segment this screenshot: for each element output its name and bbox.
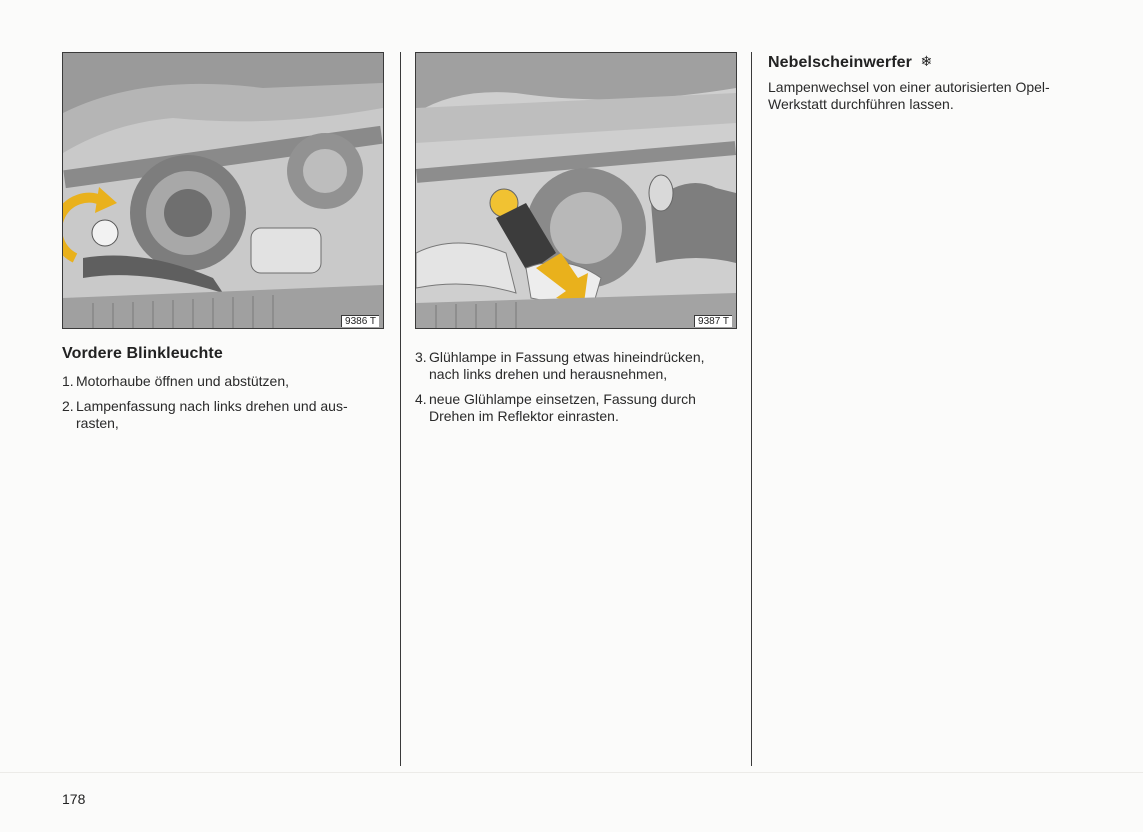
step-number: 2. xyxy=(62,398,74,414)
figure-front-indicator xyxy=(62,52,384,329)
figure-code: 9386 T xyxy=(341,315,379,327)
section-title-text: Nebelscheinwerfer xyxy=(768,54,912,71)
list-item xyxy=(62,373,384,390)
step-text: Glühlampe in Fassung etwas hineindrücken, nach links drehen und herausnehmen, xyxy=(429,349,705,382)
step-number: 4. xyxy=(415,391,427,407)
list-item xyxy=(62,398,384,432)
engine-bay-illustration-right xyxy=(416,53,736,328)
figure-bulb-removal xyxy=(415,52,737,329)
column-divider-right xyxy=(751,52,752,766)
steps-bulb-replacement xyxy=(415,349,737,433)
cold-climate-symbol-icon: ❄ xyxy=(920,53,933,69)
figure-code: 9387 T xyxy=(694,315,732,327)
list-item xyxy=(415,391,737,425)
steps-front-indicator xyxy=(62,373,384,440)
step-number: 3. xyxy=(415,349,427,365)
step-text: neue Glühlampe einsetzen, Fassung durch Drehen im Reflektor einrasten. xyxy=(429,391,696,424)
section-title-front-indicator: Vordere Blinkleuchte xyxy=(62,345,223,362)
page-number: 178 xyxy=(62,791,86,807)
column-divider-left xyxy=(400,52,401,766)
step-text: Lampenfassung nach links drehen und ausrasten, xyxy=(76,398,348,431)
section-title-fog-lights xyxy=(768,53,932,72)
list-item xyxy=(415,349,737,383)
engine-bay-illustration-left xyxy=(63,53,383,328)
footer-divider xyxy=(0,772,1143,773)
fog-lights-instruction: Lampenwechsel von einer autorisierten Opel-Werkstatt durchführen lassen. xyxy=(768,79,1050,112)
step-text: Motorhaube öffnen und abstützen, xyxy=(76,373,290,389)
step-number: 1. xyxy=(62,373,74,389)
